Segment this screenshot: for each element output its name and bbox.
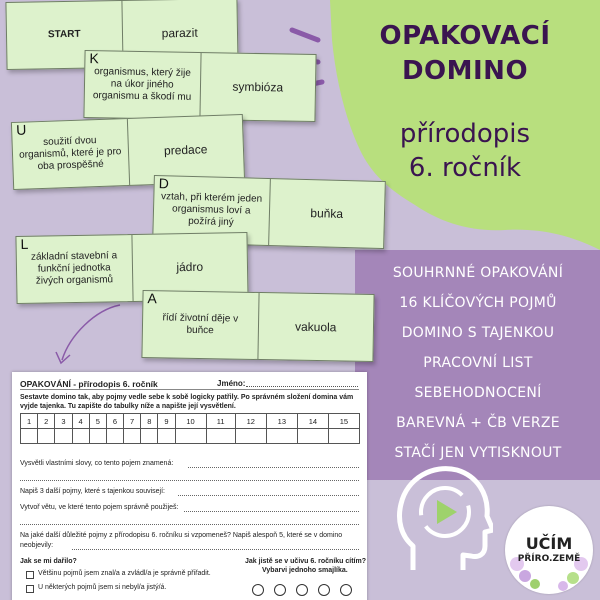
answer-line <box>72 549 359 550</box>
card-letter: A <box>147 290 157 307</box>
eval-item: Většinu pojmů jsem znal/a a zvládl/a je správně přiřadit. <box>38 570 211 577</box>
head-brain-icon <box>393 458 493 578</box>
solution-grid <box>20 413 360 444</box>
card-right-text: buňka <box>310 206 344 221</box>
arrow-curve-icon <box>62 305 120 360</box>
card-right-text: parazit <box>161 25 198 41</box>
card-left-text: vztah, při kterém jeden organismus loví a požírá jiný <box>160 191 263 229</box>
worksheet-preview <box>12 372 367 600</box>
grid-number-row <box>21 414 360 429</box>
domino-card-a <box>141 290 374 362</box>
answer-line <box>20 524 359 525</box>
answer-line <box>20 480 359 481</box>
header-divider <box>20 389 359 390</box>
smiley-icon[interactable] <box>274 584 286 596</box>
answer-line <box>188 467 359 468</box>
card-right-text: jádro <box>176 259 204 275</box>
grid-number: 6 <box>106 414 123 429</box>
confidence-subtext: Vybarvi jednoho smajlíka. <box>262 567 348 574</box>
worksheet-header: OPAKOVÁNÍ - přírodopis 6. ročník <box>20 379 158 389</box>
grid-number: 2 <box>38 414 55 429</box>
smiley-icon[interactable] <box>296 584 308 596</box>
feature-item: STAČÍ JEN VYTISKNOUT <box>394 445 562 461</box>
question-3: Vytvoř větu, ve které tento pojem správně použiješ: <box>20 504 179 511</box>
logo-text-main: UČÍM <box>525 534 573 553</box>
grid-number: 8 <box>141 414 158 429</box>
grid-number: 3 <box>55 414 72 429</box>
checkbox[interactable] <box>26 585 34 593</box>
answer-line <box>184 511 359 512</box>
eval-title: Jak se mi dařilo? <box>20 558 77 565</box>
smiley-icon[interactable] <box>340 584 352 596</box>
grid-number: 4 <box>72 414 89 429</box>
title-line-1: OPAKOVACÍ <box>379 21 551 51</box>
feature-item: DOMINO S TAJENKOU <box>401 325 555 341</box>
card-left-text: organismus, který žije na úkor jiného organismu a škodí mu <box>92 66 192 103</box>
card-left-text: řídí životní děje v buňce <box>162 312 239 337</box>
title-line-2: DOMINO <box>401 56 529 86</box>
feature-item: SOUHRNNÉ OPAKOVÁNÍ <box>392 265 564 281</box>
grid-number: 10 <box>175 414 206 429</box>
question-2: Napiš 3 další pojmy, které s tajenkou souvisejí: <box>20 488 165 495</box>
checkbox[interactable] <box>26 571 34 579</box>
grid-number: 12 <box>235 414 266 429</box>
name-label: Jméno: <box>217 379 246 388</box>
domino-card-k <box>83 50 316 122</box>
grid-number: 14 <box>297 414 328 429</box>
feature-item: 16 KLÍČOVÝCH POJMŮ <box>399 295 557 311</box>
eval-item: U některých pojmů jsem si nebyl/a jistý/á. <box>38 584 167 591</box>
question-1: Vysvětli vlastními slovy, co tento pojem znamená: <box>20 460 174 467</box>
card-left-text: soužití dvou organismů, které je pro oba prospěšné <box>18 135 122 173</box>
grid-number: 13 <box>266 414 297 429</box>
card-letter: L <box>20 235 29 252</box>
grid-number: 5 <box>89 414 106 429</box>
subtitle-subject: přírodopis <box>399 119 531 149</box>
feature-item: PRACOVNÍ LIST <box>423 355 533 371</box>
question-4: Na jaké další důležité pojmy z přírodopisu 6. ročníku si vzpomeneš? Napiš alespoň 5, které se v domino neobjevily: <box>20 532 343 549</box>
card-letter: D <box>158 175 170 192</box>
card-left-text: START <box>47 28 81 41</box>
grid-answer-row <box>21 429 360 444</box>
brand-logo <box>505 506 593 594</box>
grid-number: 1 <box>21 414 38 429</box>
grid-number: 15 <box>328 414 359 429</box>
card-right-text: symbióza <box>232 79 284 95</box>
logo-text-sub: PŘÍRO.ZEMĚ <box>517 554 581 564</box>
grid-number: 11 <box>206 414 235 429</box>
card-letter: K <box>89 50 99 67</box>
smiley-icon[interactable] <box>318 584 330 596</box>
grid-number: 9 <box>158 414 175 429</box>
card-letter: U <box>15 121 27 138</box>
worksheet-instructions: Sestavte domino tak, aby pojmy vedle sebe k sobě logicky patřily. Po správném složení domina vám vyjde tajenka. Tu zapište do tabulky níže a napište její vysvětlení. <box>20 394 354 410</box>
card-right-text: vakuola <box>294 319 337 335</box>
card-right-text: predace <box>163 142 208 158</box>
feature-item: BAREVNÁ + ČB VERZE <box>396 415 560 431</box>
answer-line <box>178 495 359 496</box>
smiley-icon[interactable] <box>252 584 264 596</box>
subtitle-grade: 6. ročník <box>408 153 522 183</box>
feature-item: SEBEHODNOCENÍ <box>414 385 542 401</box>
feature-list <box>373 258 583 468</box>
grid-number: 7 <box>124 414 141 429</box>
card-left-text: základní stavební a funkční jednotka živých organismů <box>30 250 118 287</box>
name-line <box>246 386 358 387</box>
confidence-question: Jak jistě se v učivu 6. ročníku cítím? <box>245 558 366 565</box>
